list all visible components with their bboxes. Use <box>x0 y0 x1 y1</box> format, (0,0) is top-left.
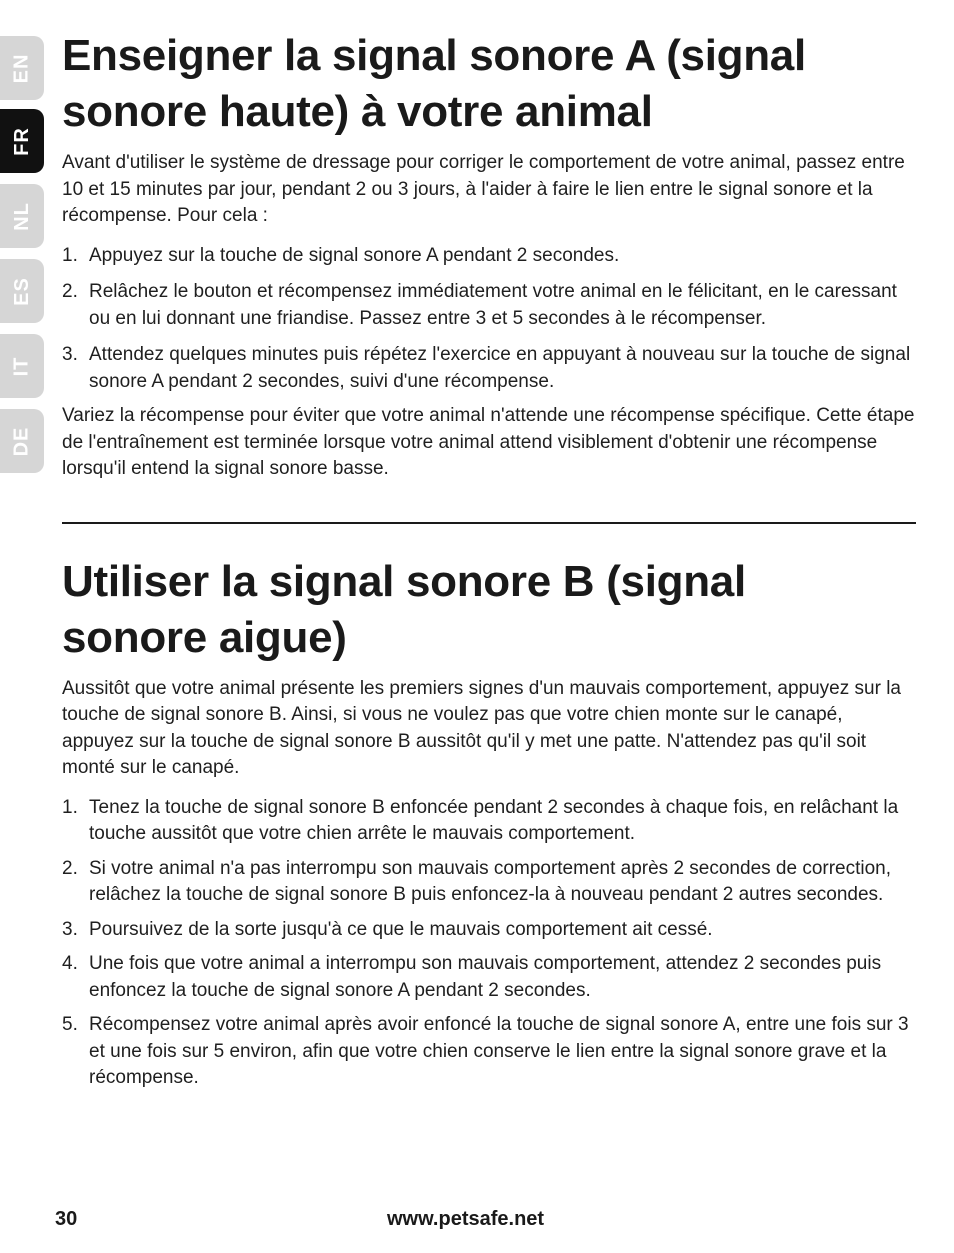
list-item <box>62 917 916 944</box>
section-intro: Aussitôt que votre animal présente les premiers signes d'un mauvais comportement, appuyez sur la touche de signal sonore B. Ainsi, si vous ne voulez pas que votre chien monte sur le canapé, appuyez sur la touche de signal sonore B aussitôt qu'il y met une patte. N'attendez pas qu'il soit monté sur le canapé. <box>62 677 901 778</box>
page-footer <box>0 1208 954 1234</box>
list-item <box>62 795 916 848</box>
section-title-line: sonore haute) à votre animal <box>62 87 653 136</box>
section-title <box>62 28 916 140</box>
language-tab-label: NL <box>10 201 33 231</box>
website-link[interactable]: www.petsafe.net <box>387 1208 545 1230</box>
section-title-line: sonore aigue) <box>62 612 347 662</box>
step-text: Si votre animal n'a pas interrompu son mauvais comportement après 2 secondes de correction, relâchez la touche de signal sonore B puis enfoncez-la à nouveau pendant 2 autres secondes. <box>89 857 892 905</box>
language-tab-en[interactable] <box>0 36 44 100</box>
page-content <box>62 28 916 1092</box>
step-number: 3. <box>62 344 78 365</box>
step-number: 2. <box>62 281 78 302</box>
list-item <box>62 856 916 909</box>
language-tab-label: FR <box>10 126 33 156</box>
step-number: 2. <box>62 857 78 879</box>
steps-list <box>62 795 916 1092</box>
list-item <box>62 279 916 332</box>
step-number: 1. <box>62 244 78 266</box>
language-tab-fr[interactable] <box>0 109 44 173</box>
step-number: 1. <box>62 796 78 818</box>
step-text: Attendez quelques minutes puis répétez l'exercice en appuyant à nouveau sur la touche de signal sonore A pendant 2 secondes, suivi d'une récompense. <box>89 344 911 392</box>
language-tab-es[interactable] <box>0 259 44 323</box>
step-text: Appuyez sur la touche de signal sonore A pendant 2 secondes. <box>89 244 620 266</box>
step-text: Tenez la touche de signal sonore B enfoncée pendant 2 secondes à chaque fois, en relâchant la touche aussitôt que votre chien arrête le mauvais comportement. <box>89 796 899 844</box>
language-tab-label: DE <box>10 426 33 456</box>
section-title <box>62 554 916 666</box>
list-item <box>62 342 916 395</box>
section-title-line: Enseigner la signal sonore A (signal <box>62 31 806 80</box>
steps-list <box>62 243 916 396</box>
language-tab-label: ES <box>10 276 33 306</box>
list-item <box>62 951 916 1004</box>
page-number: 30 <box>55 1208 78 1230</box>
step-number: 5. <box>62 1014 78 1035</box>
section-divider <box>62 522 916 524</box>
language-tab-de[interactable] <box>0 409 44 473</box>
step-text: Relâchez le bouton et récompensez immédiatement votre animal en le félicitant, en le caressant ou en lui donnant une friandise. Passez entre 3 et 5 secondes à le récompenser. <box>89 281 897 329</box>
list-item <box>62 243 916 270</box>
list-item <box>62 1012 916 1092</box>
section-intro: Avant d'utiliser le système de dressage pour corriger le comportement de votre animal, passez entre 10 et 15 minutes par jour, pendant 2 ou 3 jours, à l'aider à faire le lien entre le signal sonore et la récompense. Pour cela : <box>62 152 905 226</box>
step-number: 4. <box>62 953 78 974</box>
step-text: Une fois que votre animal a interrompu son mauvais comportement, attendez 2 secondes puis enfoncez la touche de signal sonore A pendant 2 secondes. <box>89 953 882 1001</box>
step-text: Poursuivez de la sorte jusqu'à ce que le mauvais comportement ait cessé. <box>89 918 713 940</box>
language-tab-label: IT <box>10 356 33 376</box>
section-title-line: Utiliser la signal sonore B (signal <box>62 556 746 606</box>
language-tab-it[interactable] <box>0 334 44 398</box>
language-tab-label: EN <box>10 53 33 83</box>
language-tab-nl[interactable] <box>0 184 44 248</box>
step-text: Récompensez votre animal après avoir enfoncé la touche de signal sonore A, entre une fois sur 3 et une fois sur 5 environ, afin que votre chien conserve le lien entre la signal sonore grave et la récompense. <box>89 1014 909 1088</box>
section-outro: Variez la récompense pour éviter que votre animal n'attende une récompense spécifique. Cette étape de l'entraînement est terminée lorsque votre animal attend visiblement d'obtenir une récompense lorsqu'il entend la signal sonore basse. <box>62 405 915 479</box>
step-number: 3. <box>62 918 78 940</box>
